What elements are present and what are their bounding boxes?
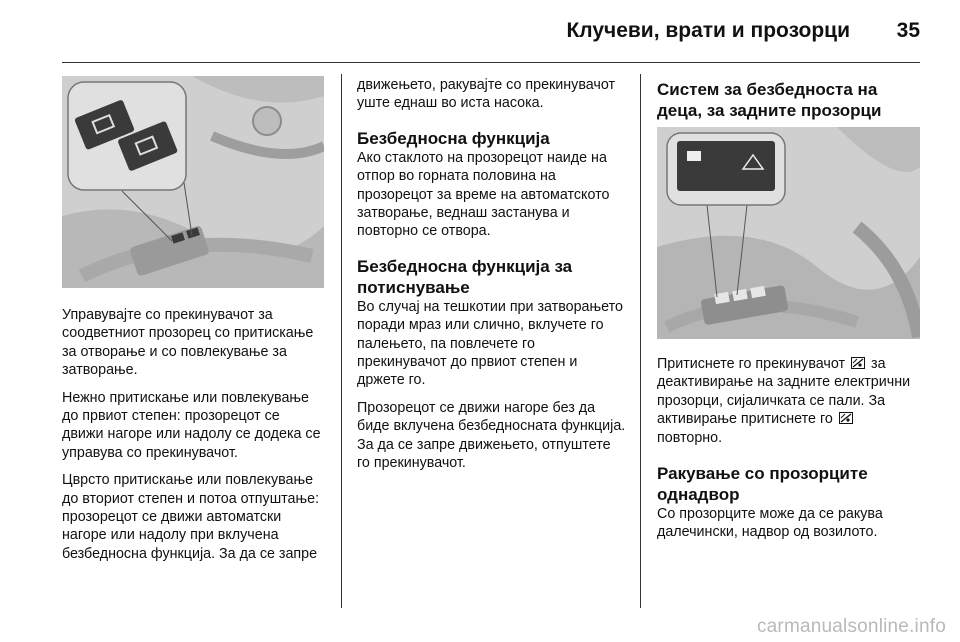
column-2 (357, 76, 627, 473)
heading-child-safety: Систем за безбедноста на деца, за задните прозорци (657, 80, 882, 120)
column-3-text (657, 355, 920, 542)
paragraph: движењето, ракувајте со прекинувачот уште еднаш во иста насока. (357, 77, 616, 112)
child-safety-switch-figure (657, 127, 920, 339)
page-number: 35 (896, 19, 920, 42)
heading-safety-function: Безбедносна функција (357, 128, 550, 148)
paragraph: Со прозорците може да се ракува далечински, надвор од возилото. (657, 506, 883, 541)
text: повторно. (657, 429, 723, 446)
paragraph: Прозорецот се движи нагоре без да биде вклучена безбедносната функција. За да се запре движењето, отпуштете го прекинувачот. (357, 399, 626, 472)
column-divider-2 (640, 74, 641, 608)
text: за деактивирање на задните електрични прозорци, сијаличката се пали. За активирање притиснете го (657, 356, 911, 428)
paragraph: Ако стаклото на прозорецот наиде на отпор во горната половина на прозорецот за време на автоматското затворање, веднаш застанува и повторно се отвора. (357, 149, 610, 240)
paragraph: Нежно притискање или повлекување до првиот степен: прозорецот се движи нагоре или надолу се додека се управува со прекинувачот. (62, 389, 321, 461)
paragraph: Управувајте со прекинувачот за соодветниот прозорец со притискање за отворање и со повлекување за затворање. (62, 307, 314, 379)
heading-override-function: Безбедносна функција за потиснување (357, 256, 573, 297)
header-divider (62, 62, 920, 63)
column-3-heading-block (657, 79, 920, 121)
window-switch-closeup-illustration (62, 76, 324, 288)
heading-remote-operation: Ракување со прозорците однадвор (657, 464, 868, 505)
paragraph: Во случај на тешкотии при затворањето поради мраз или слично, вклучете го палењето, па повлечете го прекинувачот до првиот степен и држете го. (357, 298, 623, 389)
child-lock-window-icon (851, 357, 865, 369)
paragraph-child-lock (657, 355, 920, 447)
column-divider-1 (341, 74, 342, 608)
watermark: carmanualsonline.info (756, 616, 946, 637)
section-title: Клучеви, врати и прозорци (566, 19, 850, 42)
child-safety-switch-illustration (657, 127, 920, 339)
window-switch-figure (62, 76, 324, 288)
paragraph: Цврсто притискање или повлекување до вториот степен и потоа отпуштање: прозорецот се движи автоматски нагоре или надолу при вклучена безбедносна функција. За да се запре (62, 472, 320, 562)
text: Притиснете го прекинувачот (657, 356, 846, 372)
child-lock-window-icon (839, 412, 853, 424)
column-1 (62, 306, 324, 563)
